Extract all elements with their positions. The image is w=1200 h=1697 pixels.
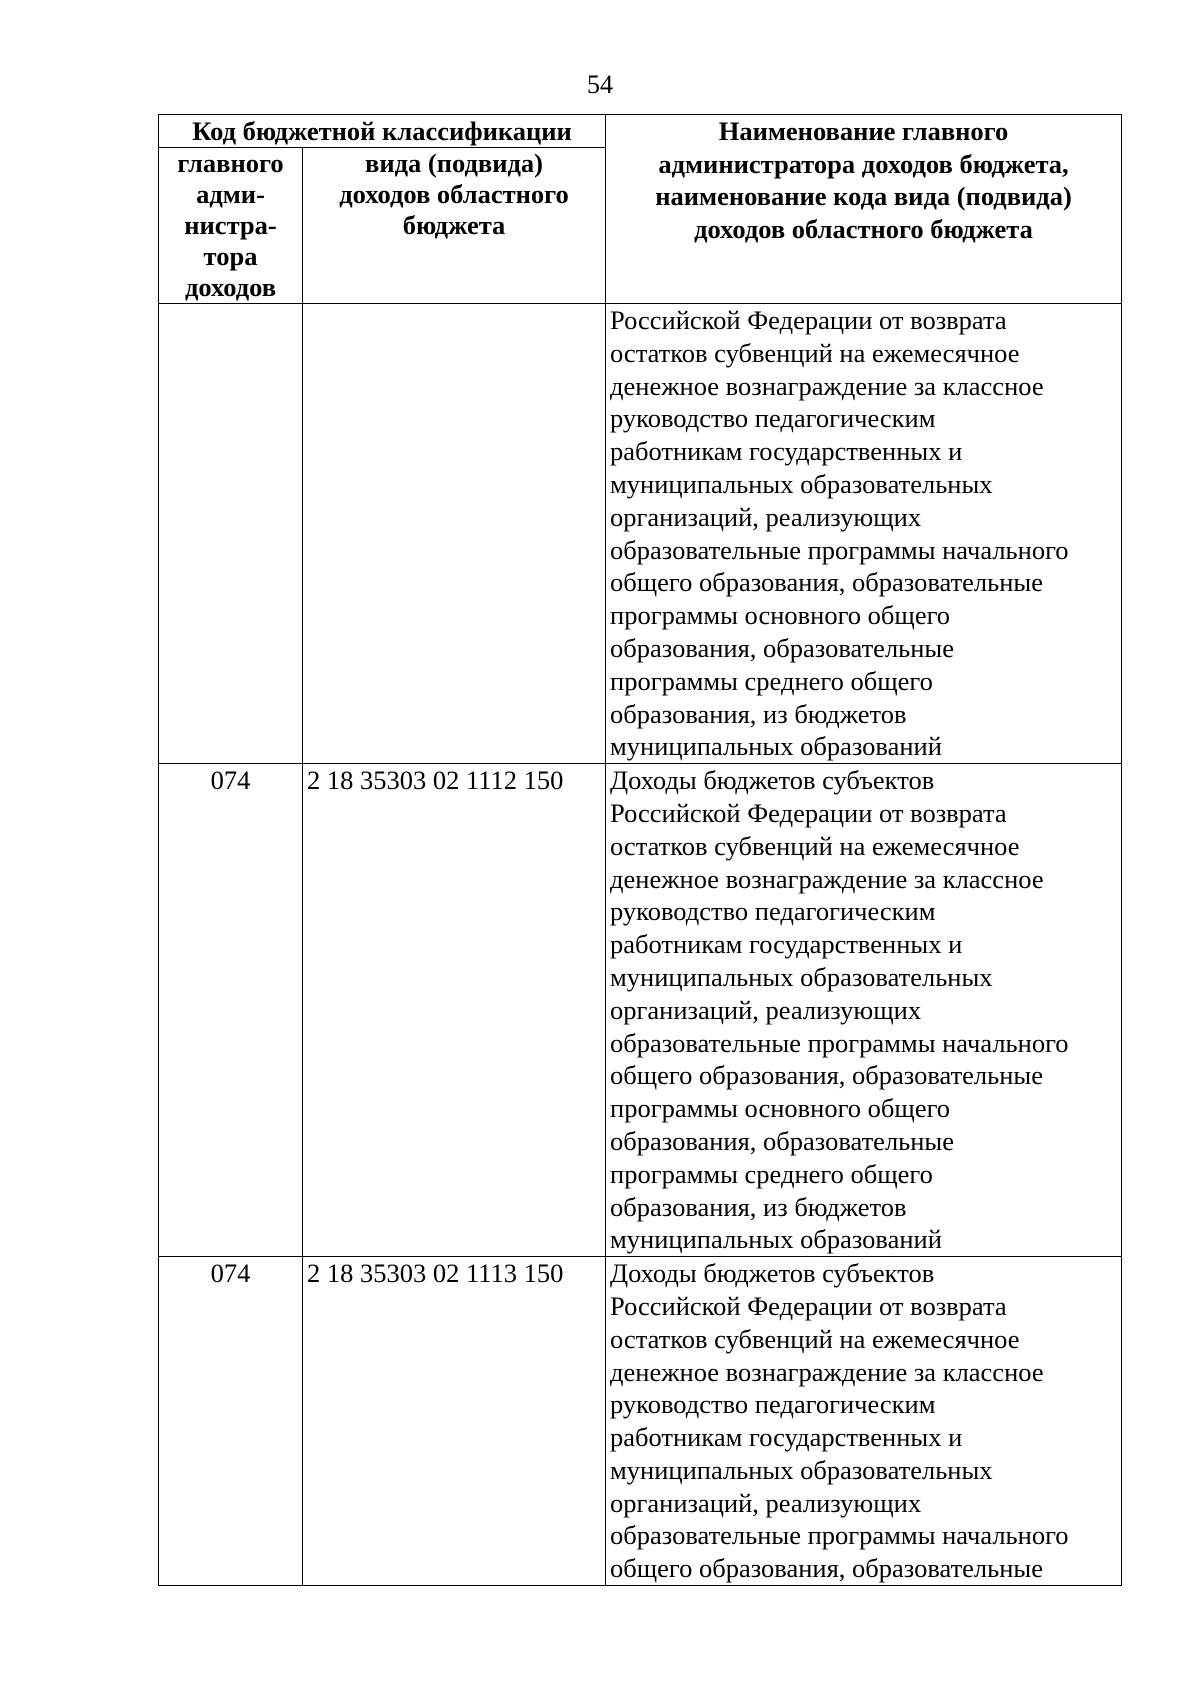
text-line: работникам государственных и [610,929,963,960]
text-line: руководство педагогическим [610,403,936,434]
text-line: главного [177,148,284,178]
admin-code-cell [159,304,303,764]
text-line: руководство педагогическим [610,1389,936,1420]
text-line: работникам государственных и [610,436,963,467]
income-name-cell [606,304,1122,764]
text-line: образовательные программы начального [610,534,1069,565]
text-line: программы среднего общего [610,1158,933,1189]
text-line: руководство педагогическим [610,896,936,927]
header-admin-column [159,148,303,304]
text-line: организаций, реализующих [610,994,922,1025]
text-line: образования, образовательные [610,1125,954,1156]
text-line: образовательные программы начального [610,1027,1069,1058]
income-code-cell: 2 18 35303 02 1113 150 [303,1257,606,1586]
text-line: образования, из бюджетов [610,698,907,729]
admin-code-cell: 074 [159,1257,303,1586]
text-line: образовательные программы начального [610,1520,1069,1551]
income-code-cell: 2 18 35303 02 1112 150 [303,764,606,1257]
text-line: программы основного общего [610,1093,951,1124]
text-line: бюджета [402,210,506,240]
text-line: муниципальных образований [610,731,942,762]
budget-classification-table [158,114,1122,1586]
text-line: денежное вознаграждение за классное [610,1356,1044,1387]
text-line: наименование кода вида (подвида) [655,181,1072,211]
income-name-cell [606,764,1122,1257]
text-line: Российской Федерации от возврата [610,797,1007,828]
text-line: Российской Федерации от возврата [610,1290,1007,1321]
text-line: остатков субвенций на ежемесячное [610,1323,1020,1354]
text-line: Наименование главного [718,116,1009,146]
text-line: денежное вознаграждение за классное [610,370,1044,401]
text-line: вида (подвида) [365,148,543,178]
text-line: общего образования, образовательные [610,1553,1043,1584]
text-line: организаций, реализующих [610,1487,922,1518]
income-code-cell [303,304,606,764]
text-line: муниципальных образований [610,1224,942,1255]
text-line: остатков субвенций на ежемесячное [610,337,1020,368]
text-line: тора [203,241,258,271]
text-line: организаций, реализующих [610,501,922,532]
text-line: муниципальных образовательных [610,961,993,992]
text-line: муниципальных образовательных [610,1454,993,1485]
text-line: доходов [184,272,277,302]
text-line: муниципальных образовательных [610,468,993,499]
text-line: нистра- [184,210,277,240]
text-line: Доходы бюджетов субъектов [610,1258,935,1289]
text-line: работникам государственных и [610,1422,963,1453]
text-line: администратора доходов бюджета, [658,148,1069,179]
header-code-group: Код бюджетной классификации [159,115,606,148]
text-line: Доходы бюджетов субъектов [610,765,935,796]
text-line: остатков субвенций на ежемесячное [610,830,1020,861]
table-row [159,304,1122,764]
text-line: образования, из бюджетов [610,1191,907,1222]
text-line: доходов областного [339,179,569,209]
page-number: 54 [587,70,613,99]
text-line: программы среднего общего [610,665,933,696]
text-line: доходов областного бюджета [694,213,1033,244]
text-line: образования, образовательные [610,632,954,663]
text-line: общего образования, образовательные [610,1060,1043,1091]
table-row [159,1257,1122,1586]
table-body [159,304,1122,1586]
text-line: адми- [196,179,265,209]
admin-code-cell: 074 [159,764,303,1257]
header-name-column [606,115,1122,304]
text-line: Российской Федерации от возврата [610,305,1007,335]
text-line: общего образования, образовательные [610,567,1043,598]
header-code-column [303,148,606,304]
income-name-cell [606,1257,1122,1586]
table-row [159,764,1122,1257]
text-line: программы основного общего [610,600,951,631]
text-line: денежное вознаграждение за классное [610,863,1044,894]
table-header [159,115,1122,304]
